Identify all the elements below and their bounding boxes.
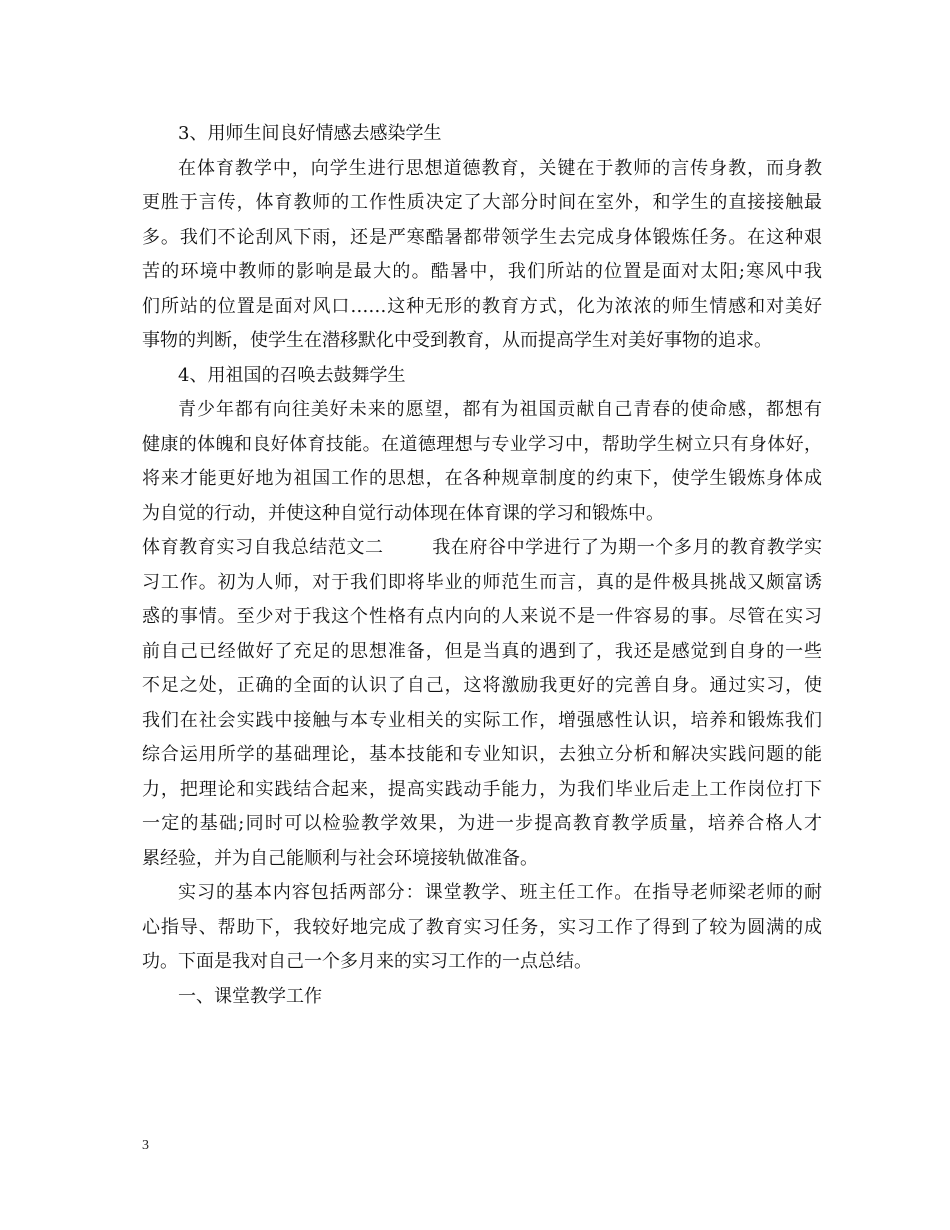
paragraph-line: 在体育教学中，向学生进行思想道德教育，关键在于教师的言传身教，而身教 xyxy=(178,157,822,179)
paragraph-line: 惑的事情。至少对于我这个性格有点内向的人来说不是一件容易的事。尽管在实习 xyxy=(142,606,822,627)
section-heading-3: 3、用师生间良好情感去感染学生 xyxy=(178,123,442,144)
paragraph-line: 青少年都有向往美好未来的愿望，都有为祖国贡献自己青春的使命感，都想有 xyxy=(178,399,822,420)
article-title: 体育教育实习自我总结范文二 xyxy=(142,537,384,558)
paragraph-line: 为自觉的行动，并使这种自觉行动体现在体育课的学习和锻炼中。 xyxy=(142,502,664,524)
paragraph-line: 一定的基础;同时可以检验教学效果，为进一步提高教育教学质量，培养合格人才 xyxy=(142,813,822,834)
document-body xyxy=(142,117,822,1014)
paragraph-line: 我们在社会实践中接触与本专业相关的实际工作，增强感性认识，培养和锻炼我们 xyxy=(142,709,822,731)
section-heading-1: 一、课堂教学工作 xyxy=(178,985,322,1007)
paragraph-line: 习工作。初为人师，对于我们即将毕业的师范生而言，真的是件极具挑战又颇富诱 xyxy=(142,571,822,593)
paragraph-text: 我在府谷中学进行了为期一个多月的教育教学实 xyxy=(431,537,822,558)
page-number: 3 xyxy=(142,1138,149,1153)
paragraph-line: 心指导、帮助下，我较好地完成了教育实习任务，实习工作了得到了较为圆满的成 xyxy=(142,916,822,938)
paragraph-line: 前自己已经做好了充足的思想准备，但是当真的遇到了，我还是感觉到自身的一些 xyxy=(142,640,822,662)
paragraph-line: 更胜于言传，体育教师的工作性质决定了大部分时间在室外，和学生的直接接触最 xyxy=(142,192,822,213)
section-heading-4: 4、用祖国的召唤去鼓舞学生 xyxy=(178,364,406,386)
paragraph-line: 多。我们不论刮风下雨，还是严寒酷暑都带领学生去完成身体锻炼任务。在这种艰 xyxy=(142,226,822,248)
paragraph-line: 将来才能更好地为祖国工作的思想，在各种规章制度的约束下，使学生锻炼身体成 xyxy=(142,468,822,489)
paragraph-line: 综合运用所学的基础理论，基本技能和专业知识，去独立分析和解决实践问题的能 xyxy=(142,744,822,765)
paragraph-line: 事物的判断，使学生在潜移默化中受到教育，从而提高学生对美好事物的追求。 xyxy=(142,330,772,351)
paragraph-line: 累经验，并为自己能顺利与社会环境接轨做准备。 xyxy=(142,847,538,869)
paragraph-line: 苦的环境中教师的影响是最大的。酷暑中，我们所站的位置是面对太阳;寒风中我 xyxy=(142,261,822,282)
paragraph-line: 健康的体魄和良好体育技能。在道德理想与专业学习中，帮助学生树立只有身体好， xyxy=(142,433,822,455)
paragraph-line: 力，把理论和实践结合起来，提高实践动手能力，为我们毕业后走上工作岗位打下 xyxy=(142,778,822,800)
section-heading-line xyxy=(142,531,822,566)
paragraph-line: 功。下面是我对自己一个多月来的实习工作的一点总结。 xyxy=(142,951,592,972)
paragraph-line: 不足之处，正确的全面的认识了自己，这将激励我更好的完善自身。通过实习，使 xyxy=(142,675,822,696)
paragraph-line: 实习的基本内容包括两部分：课堂教学、班主任工作。在指导老师梁老师的耐 xyxy=(178,882,822,903)
paragraph-line: 们所站的位置是面对风口……这种无形的教育方式，化为浓浓的师生情感和对美好 xyxy=(142,295,822,317)
